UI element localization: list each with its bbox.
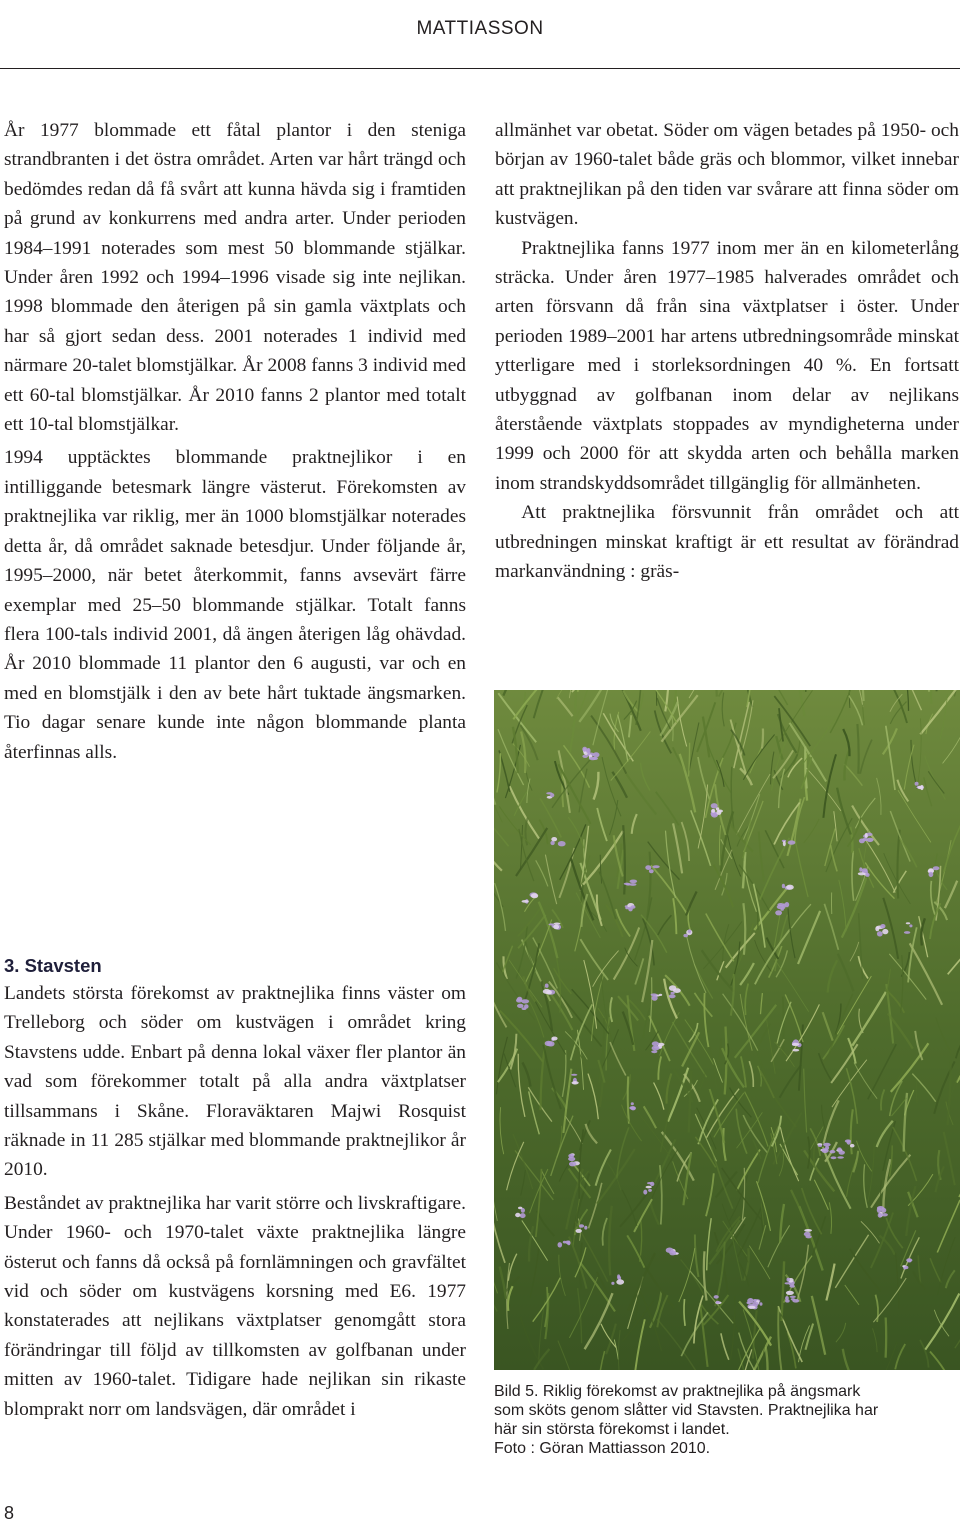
- grass-blade: [886, 1318, 887, 1358]
- meadow-photo-illustration: [494, 690, 960, 1370]
- paragraph: År 1977 blommade ett fåtal plantor i den steniga strandbranten i det östra området. Arten var hårt trängd och bedömdes redan då få svårt att kunna hävda sig i framtiden på grund av konkurrens med andra arter. Under perioden 1984–1991 noterades som mest 50 blommande stjälkar. Under åren 1992 och 1994–1996 visade sig inte nejlikan. 1998 blommade den återigen på sin gamla växtplats och har så gjort sedan dess. 2001 noterades 1 individ med närmare 20-talet blomstjälkar. År 2008 fanns 3 individ med ett 60-tal blomstjälkar. År 2010 fanns 2 plantor med totalt ett 10-tal blomstjälkar.: [4, 120, 466, 436]
- meadow-photo: [494, 690, 960, 1370]
- figure-caption: [494, 1382, 960, 1458]
- caption-line: här sin största förekomst i landet.: [494, 1421, 730, 1438]
- paragraph: 1994 upptäcktes blommande praktnejlikor i en intilliggande betesmark längre västerut. Förekomsten av praktnejlika var riklig, mer än 1000 blomstjälkar noterades detta år, då området saknade betesdjur. Under följande år, 1995–2000, när betet återkommit, fanns avsevärt färre exemplar med 25–50 blommande stjälkar. Totalt fanns flera 100-tals individ 2001, då ängen återigen låg ohävdad. År 2010 blommade 11 plantor den 6 augusti, var och en med en blomstjälk i den av bete hårt tuktade ängsmarken. Tio dagar senare kunde inte någon blommande planta återfinnas alls.: [4, 447, 466, 763]
- paragraph: Praktnejlika fanns 1977 inom mer än en kilometerlång sträcka. Under åren 1977–1985 halverades området och arten försvann då från sina växtplatser i öster. Under perioden 1989–2001 har artens utbredningsområde minskat ytterligare med i storleksordningen 40 %. En fortsatt utbyggnad av golfbanan inom delar av nejlikans återstående växtplats stoppades av myndigheterna under 1999 och 2000 för att skydda arten och behålla marken inom strandskyddsområdet tillgänglig för allmänheten.: [495, 237, 959, 494]
- right-column: [495, 116, 959, 587]
- grass-blade: [562, 773, 563, 807]
- caption-line: Foto : Göran Mattiasson 2010.: [494, 1440, 711, 1457]
- header-rule: [0, 68, 960, 69]
- left-column-top: [4, 116, 466, 767]
- grass-blade: [762, 729, 763, 749]
- grass-blade: [783, 997, 784, 1056]
- paragraph: Att praktnejlika försvunnit från området och att utbredningen minskat kraftigt är ett resultat av förändrad markanvändning : gräs-: [495, 502, 959, 583]
- caption-line: som sköts genom slåtter vid Stavsten. Praktnejlika har: [494, 1402, 879, 1419]
- page-number: 8: [4, 1503, 15, 1523]
- paragraph: allmänhet var obetat. Söder om vägen betades på 1950- och början av 1960-talet både gräs och blommor, vilket innebar att praktnejlikan på den tiden var svårare att finna söder om kustvägen.: [495, 120, 959, 230]
- paragraph: Beståndet av praktnejlika har varit större och livskraftigare. Under 1960- och 1970-talet växte praktnejlika längre österut och fanns då också på fornlämningen och gravfältet vid och söder om kustvägens korsning med E6. 1977 konstaterades att nejlikans växtplatser genomgått stora förändringar till följd av tillkomsten av golfbanan under mitten av 1960-talet. Tidigare hade nejlikan sin rikaste blomprakt norr om landsvägen, där området i: [4, 1192, 466, 1420]
- running-header: MATTIASSON: [416, 18, 544, 39]
- grass-blade: [857, 724, 858, 774]
- paragraph: Landets största förekomst av praktnejlika finns väster om Trelleborg och söder om kustvägen i området kring Stavstens udde. Enbart på denna lokal växer fler plantor än vad som förekommer totalt på alla andra växtplatser tillsammans i Skåne. Floraväktaren Majwi Rosquist räknade in 11 285 stjälkar med blommande praktnejlikor år 2010.: [4, 983, 466, 1181]
- section-heading: 3. Stavsten: [4, 955, 102, 976]
- section-stavsten: [4, 955, 466, 1424]
- caption-line: Bild 5. Riklig förekomst av praktnejlika på ängsmark: [494, 1383, 861, 1400]
